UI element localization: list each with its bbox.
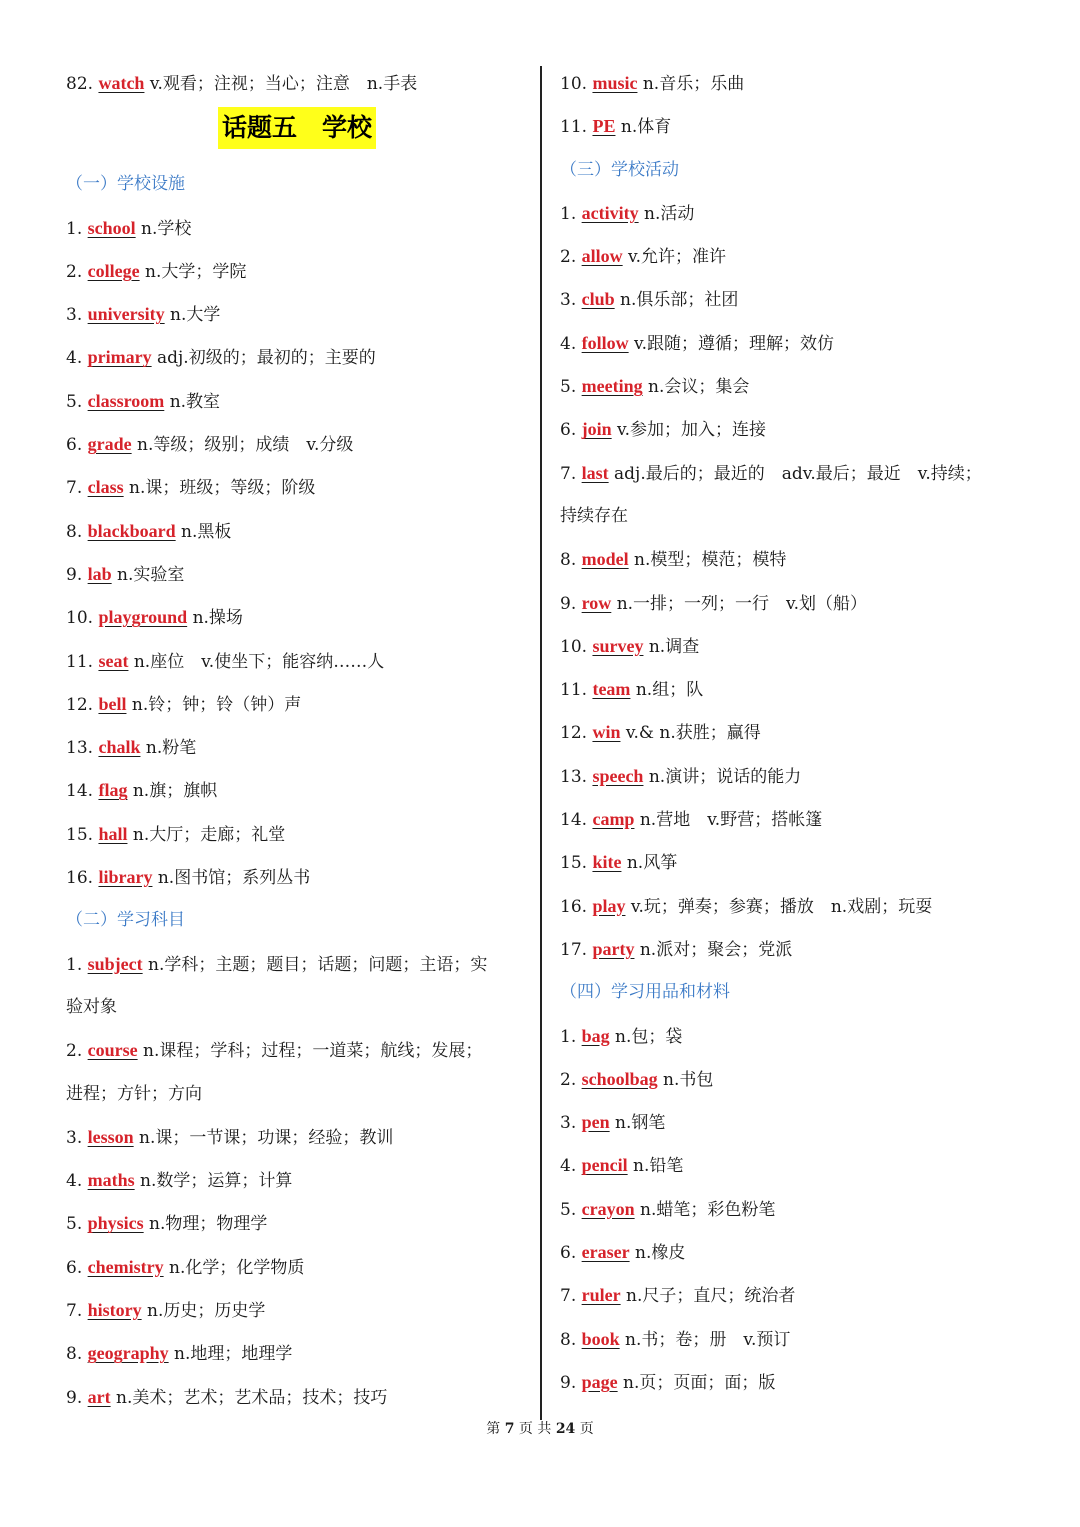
- entry-number: 2.: [66, 1041, 88, 1062]
- entry-definition: adj.初级的；最初的；主要的: [151, 348, 376, 369]
- entry-definition: n.教室: [164, 391, 221, 412]
- entry-definition: n.铃；钟；铃（钟）声: [126, 694, 302, 715]
- entry-number: 9.: [66, 564, 88, 585]
- topic-title: 话题五 学校: [218, 107, 376, 149]
- entry-word: follow: [581, 332, 629, 353]
- entry-definition: n.橡皮: [629, 1243, 686, 1264]
- vocab-entry: [66, 380, 528, 423]
- entry-number: 4.: [560, 1156, 582, 1177]
- vocab-entry: [560, 235, 1022, 278]
- entry-word: playground: [98, 607, 188, 628]
- vocab-entry: [66, 336, 528, 379]
- vocab-entry: [66, 596, 528, 639]
- entry-number: 2.: [66, 261, 88, 282]
- vocab-entry: [560, 538, 1022, 581]
- topic-heading: [66, 105, 528, 163]
- entry-word: blackboard: [87, 520, 176, 541]
- entry-number: 8.: [66, 521, 88, 542]
- entry-definition: v.参加；加入；连接: [611, 420, 767, 441]
- entry-definition: n.俱乐部；社团: [614, 290, 739, 311]
- vocab-entry: [560, 1101, 1022, 1144]
- vocab-entry: [560, 1015, 1022, 1058]
- vocab-entry: [560, 1144, 1022, 1187]
- vocab-entry: [66, 1159, 528, 1202]
- entry-word: grade: [87, 434, 132, 455]
- entry-number: 14.: [66, 781, 99, 802]
- entry-word: bell: [98, 693, 127, 714]
- entry-definition: n.地理；地理学: [168, 1344, 293, 1365]
- vocab-entry: [66, 1246, 528, 1289]
- entry-definition: n.钢笔: [609, 1113, 666, 1134]
- entry-definition: n.座位 v.使坐下；能容纳……人: [128, 651, 385, 672]
- entry-number: 5.: [560, 377, 582, 398]
- entry-continuation: 验对象: [66, 996, 117, 1017]
- entry-number: 9.: [66, 1387, 88, 1408]
- entry-definition: n.尺子；直尺；统治者: [620, 1286, 796, 1307]
- entry-definition: n.学科；主题；题目；话题；问题；主语；实: [142, 954, 488, 975]
- entry-word: ruler: [581, 1285, 621, 1306]
- entry-definition: n.大学；学院: [139, 261, 247, 282]
- entry-definition: n.书；卷；册 v.预订: [619, 1329, 791, 1350]
- page-number: 7: [504, 1421, 515, 1437]
- vocab-entry: [560, 192, 1022, 235]
- entry-definition: n.课；班级；等级；阶级: [123, 478, 316, 499]
- entry-word: geography: [87, 1343, 169, 1364]
- footer-suffix: 页: [575, 1421, 594, 1437]
- page-footer: [0, 1418, 1080, 1438]
- supplies-list: [560, 1015, 1022, 1405]
- entry-definition: n.课程；学科；过程；一道菜；航线；发展；: [137, 1041, 483, 1062]
- vocab-entry: [560, 1318, 1022, 1361]
- vocab-entry: [66, 683, 528, 726]
- entry-definition: n.学校: [135, 218, 192, 239]
- entry-number: 11.: [66, 651, 99, 672]
- entry-number: 3.: [66, 1127, 88, 1148]
- vocab-entry: [66, 856, 528, 899]
- vocab-entry: [66, 640, 528, 683]
- entry-word: music: [592, 73, 638, 93]
- entry-definition: n.演讲；说话的能力: [643, 766, 802, 787]
- entry-definition: n.粉笔: [140, 738, 197, 759]
- entry-definition: v.允许；准许: [622, 247, 727, 268]
- entry-word: seat: [98, 650, 129, 671]
- entry-word: activity: [581, 202, 639, 223]
- column-divider: [540, 66, 542, 1420]
- entry-word: university: [87, 304, 165, 325]
- entry-definition: v.观看；注视；当心；注意 n.手表: [144, 74, 418, 94]
- total-pages: 24: [555, 1421, 576, 1437]
- vocab-entry: [66, 466, 528, 509]
- entry-definition: n.调查: [643, 636, 700, 657]
- entry-definition: v.跟随；遵循；理解；效仿: [628, 333, 835, 354]
- entry-number: 16.: [66, 868, 99, 889]
- vocab-entry: [66, 250, 528, 293]
- entry-number: 6.: [66, 1257, 88, 1278]
- entry-definition: n.大厅；走廊；礼堂: [127, 824, 286, 845]
- vocab-entry: [66, 62, 528, 105]
- vocab-entry: [560, 1231, 1022, 1274]
- entry-number: 13.: [66, 738, 99, 759]
- entry-definition: n.组；队: [630, 680, 704, 701]
- entry-number: 1.: [66, 954, 88, 975]
- vocab-entry: [560, 885, 1022, 928]
- vocab-entry: [560, 322, 1022, 365]
- entry-number: 11.: [560, 117, 593, 138]
- entry-number: 14.: [560, 810, 593, 831]
- entry-word: primary: [87, 347, 152, 368]
- entry-definition: n.活动: [638, 203, 695, 224]
- entry-number: 8.: [66, 1344, 88, 1365]
- entry-number: 6.: [560, 1243, 582, 1264]
- entry-number: 4.: [560, 333, 582, 354]
- vocab-entry: [66, 769, 528, 812]
- vocab-entry: [560, 105, 1022, 148]
- vocab-entry: [66, 943, 528, 986]
- entry-word: subject: [87, 953, 143, 974]
- entry-word: speech: [592, 765, 644, 786]
- entry-definition: n.铅笔: [627, 1156, 684, 1177]
- entry-word: pen: [581, 1112, 610, 1133]
- entry-number: 9.: [560, 593, 582, 614]
- vocab-entry: [66, 1202, 528, 1245]
- entry-number: 15.: [560, 853, 593, 874]
- vocab-entry: [66, 1029, 528, 1072]
- entry-word: college: [87, 260, 140, 281]
- entry-definition: n.营地 v.野营；搭帐篷: [634, 810, 823, 831]
- vocab-entry: [560, 841, 1022, 884]
- entry-number: 12.: [560, 723, 593, 744]
- subjects-continued-list: [560, 62, 1022, 149]
- entry-definition: n.课；一节课；功课；经验；教训: [133, 1127, 394, 1148]
- entry-word: physics: [87, 1213, 144, 1234]
- entry-word: school: [87, 217, 136, 238]
- entry-word: course: [87, 1040, 138, 1061]
- entry-number: 15.: [66, 824, 99, 845]
- entry-definition: n.蜡笔；彩色粉笔: [634, 1199, 776, 1220]
- entry-number: 11.: [560, 680, 593, 701]
- entry-word: classroom: [87, 390, 165, 411]
- entry-word: club: [581, 289, 615, 310]
- entry-word: book: [581, 1328, 620, 1349]
- entry-number: 10.: [66, 608, 99, 629]
- entry-number: 4.: [66, 348, 88, 369]
- entry-number: 8.: [560, 1329, 582, 1350]
- entry-definition: n.等级；级别；成绩 v.分级: [131, 435, 354, 456]
- section-heading-supplies: （四）学习用品和材料: [560, 982, 730, 1003]
- entry-number: 3.: [560, 1113, 582, 1134]
- entry-word: camp: [592, 809, 635, 830]
- entry-number: 6.: [66, 435, 88, 456]
- entry-number: 7.: [66, 1301, 88, 1322]
- entry-word: class: [87, 477, 124, 498]
- entry-definition: n.化学；化学物质: [163, 1257, 305, 1278]
- entry-definition: adj.最后的；最近的 adv.最后；最近 v.持续；: [608, 463, 982, 484]
- vocab-entry: [66, 510, 528, 553]
- entry-continuation: 持续存在: [560, 505, 628, 526]
- vocab-entry: [560, 1274, 1022, 1317]
- entry-definition: n.模型；模范；模特: [628, 550, 787, 571]
- left-column: [66, 62, 528, 1419]
- vocab-entry: [560, 928, 1022, 971]
- entry-number: 8.: [560, 550, 582, 571]
- entry-number: 7.: [560, 1286, 582, 1307]
- entry-word: survey: [592, 635, 644, 656]
- entry-number: 16.: [560, 896, 593, 917]
- section-heading-activities: （三）学校活动: [560, 159, 679, 180]
- entry-word: chemistry: [87, 1256, 164, 1277]
- entry-word: party: [592, 938, 635, 959]
- entry-definition: n.操场: [187, 608, 243, 629]
- entry-number: 12.: [66, 694, 99, 715]
- vocab-entry: [66, 1332, 528, 1375]
- entry-number: 1.: [560, 203, 582, 224]
- entry-definition: v.玩；弹奏；参赛；播放 n.戏剧；玩耍: [625, 896, 933, 917]
- vocab-entry: [66, 293, 528, 336]
- entry-definition: n.会议；集会: [642, 377, 750, 398]
- entry-word: join: [581, 419, 612, 440]
- entry-number: 17.: [560, 939, 593, 960]
- vocab-entry: [66, 1289, 528, 1332]
- vocab-entry: [560, 62, 1022, 105]
- entry-number: 6.: [560, 420, 582, 441]
- entry-word: flag: [98, 780, 128, 801]
- section-heading-subjects: （二）学习科目: [66, 910, 185, 931]
- entry-number: 10.: [560, 74, 593, 94]
- subjects-list: [66, 1116, 528, 1419]
- vocab-entry: [66, 1376, 528, 1419]
- entry-word: play: [592, 895, 626, 916]
- vocab-entry: [560, 365, 1022, 408]
- vocab-entry: [560, 1188, 1022, 1231]
- entry-definition: n.美术；艺术；艺术品；技术；技巧: [110, 1387, 388, 1408]
- entry-number: 7.: [66, 478, 88, 499]
- entry-word: meeting: [581, 376, 643, 397]
- vocab-entry: [560, 1058, 1022, 1101]
- entry-word: lab: [87, 563, 112, 584]
- vocab-entry: [66, 207, 528, 250]
- entry-word: crayon: [581, 1198, 635, 1219]
- vocab-entry: [66, 726, 528, 769]
- entry-word: row: [581, 592, 612, 613]
- vocab-entry: [560, 408, 1022, 451]
- entry-definition: n.包；袋: [609, 1026, 683, 1047]
- entry-word: model: [581, 549, 629, 570]
- entry-word: kite: [592, 852, 622, 873]
- entry-definition: n.物理；物理学: [143, 1214, 268, 1235]
- entry-number: 10.: [560, 636, 593, 657]
- entry-number: 7.: [560, 463, 582, 484]
- entry-definition: n.页；页面；面；版: [617, 1372, 776, 1393]
- entry-word: hall: [98, 823, 128, 844]
- entry-word: allow: [581, 246, 623, 267]
- entry-word: pencil: [581, 1155, 628, 1176]
- entry-word: win: [592, 722, 621, 743]
- entry-word: bag: [581, 1025, 610, 1046]
- entry-number: 5.: [66, 1214, 88, 1235]
- entry-definition: n.书包: [657, 1069, 714, 1090]
- entry-continuation: 进程；方针；方向: [66, 1083, 202, 1104]
- entry-definition: n.音乐；乐曲: [637, 74, 745, 94]
- facilities-list: [66, 207, 528, 900]
- vocab-entry: [66, 553, 528, 596]
- vocab-entry: [560, 625, 1022, 668]
- entry-word: team: [592, 679, 631, 700]
- entry-word: library: [98, 867, 153, 888]
- entry-number: 9.: [560, 1372, 582, 1393]
- entry-number: 3.: [66, 305, 88, 326]
- entry-definition: n.风筝: [621, 853, 678, 874]
- entry-definition: n.一排；一列；一行 v.划（船）: [611, 593, 868, 614]
- entry-word: chalk: [98, 737, 141, 758]
- entry-number: 82.: [66, 74, 99, 94]
- vocab-entry: [560, 452, 1022, 495]
- entry-definition: n.实验室: [111, 564, 185, 585]
- entry-word: PE: [592, 116, 616, 137]
- vocab-entry: [66, 1116, 528, 1159]
- vocab-entry: [560, 755, 1022, 798]
- vocab-entry: [560, 711, 1022, 754]
- footer-prefix: 第: [486, 1421, 505, 1437]
- footer-middle: 页 共: [514, 1421, 556, 1437]
- entry-number: 5.: [66, 391, 88, 412]
- entry-word: schoolbag: [581, 1068, 658, 1089]
- entry-definition: n.派对；聚会；党派: [634, 939, 793, 960]
- entry-definition: n.图书馆；系列丛书: [152, 868, 311, 889]
- entry-word: page: [581, 1371, 618, 1392]
- vocab-entry: [560, 582, 1022, 625]
- right-column: [560, 62, 1022, 1404]
- vocab-entry: [560, 1361, 1022, 1404]
- entry-word: maths: [87, 1170, 135, 1191]
- section-heading-facilities: （一）学校设施: [66, 174, 185, 195]
- entry-definition: n.体育: [615, 117, 672, 138]
- entry-number: 3.: [560, 290, 582, 311]
- entry-word: history: [87, 1300, 142, 1321]
- vocab-entry: [560, 278, 1022, 321]
- entry-definition: n.历史；历史学: [141, 1301, 266, 1322]
- entry-word: art: [87, 1386, 111, 1407]
- entry-definition: n.旗；旗帜: [127, 781, 218, 802]
- entry-definition: n.数学；运算；计算: [134, 1171, 293, 1192]
- entry-number: 2.: [560, 1069, 582, 1090]
- vocab-entry: [560, 668, 1022, 711]
- vocab-entry: [66, 813, 528, 856]
- vocab-entry: [66, 423, 528, 466]
- entry-number: 2.: [560, 247, 582, 268]
- entry-number: 4.: [66, 1171, 88, 1192]
- entry-number: 1.: [66, 218, 88, 239]
- activities-list: [560, 192, 1022, 452]
- vocab-entry: [560, 798, 1022, 841]
- entry-word: last: [581, 462, 609, 483]
- entry-number: 1.: [560, 1026, 582, 1047]
- entry-number: 13.: [560, 766, 593, 787]
- entry-word: watch: [98, 73, 145, 93]
- entry-word: lesson: [87, 1126, 134, 1147]
- entry-definition: v.& n.获胜；赢得: [620, 723, 761, 744]
- entry-word: eraser: [581, 1242, 630, 1263]
- activities-list-continued: [560, 538, 1022, 971]
- entry-definition: n.黑板: [175, 521, 232, 542]
- entry-number: 5.: [560, 1199, 582, 1220]
- entry-definition: n.大学: [164, 305, 221, 326]
